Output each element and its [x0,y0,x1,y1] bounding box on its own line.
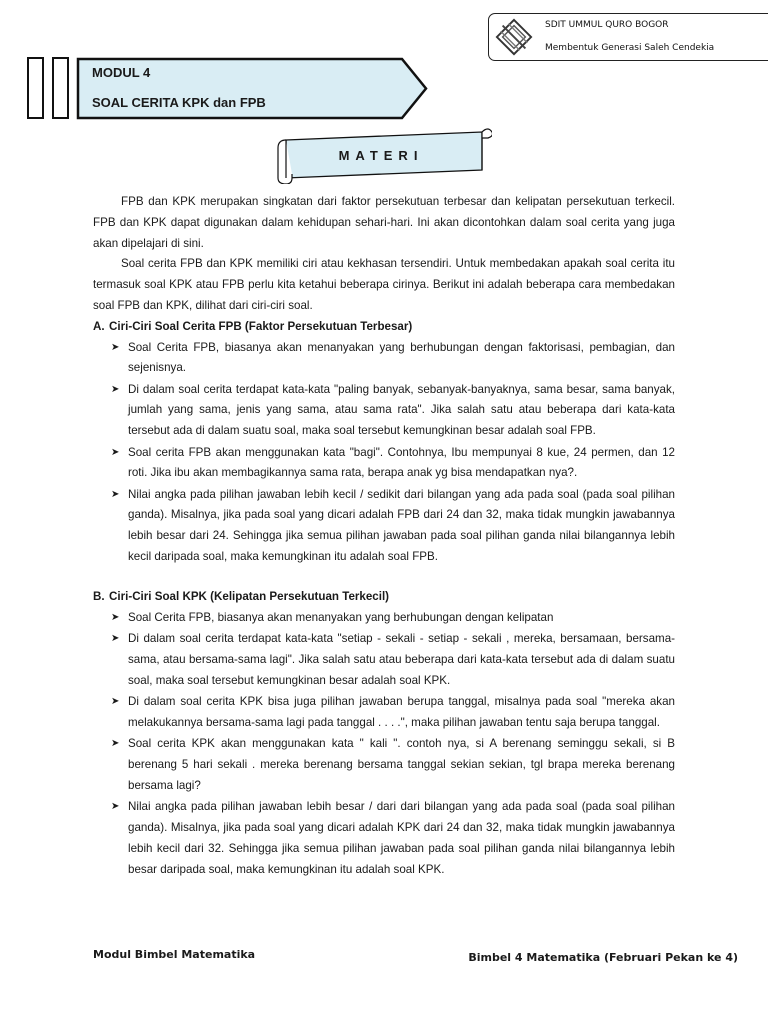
list-item-text: Di dalam soal cerita KPK bisa juga pilihan jawaban berupa tanggal, misalnya pada soal "mereka akan melakukannya bersama-sama lagi pada tanggal . . . .", maka pilihan jawaban tentu saja berupa tanggal. [128,695,675,730]
module-number: MODUL 4 [92,65,151,80]
footer-right: Bimbel 4 Matematika (Februari Pekan ke 4) [468,951,738,964]
arrow-bullet-icon: ➤ [111,612,120,624]
section-a-title [93,317,675,338]
list-item-text: Nilai angka pada pilihan jawaban lebih kecil / sedikit dari bilangan yang ada pada soal (pada soal pilihan ganda). Misalnya, jika pada soal yang dicari adalah FPB dari 24 dan 32, maka tidak mungkin jawabannya lebih besar dari 24. Sehingga jika semua pilihan jawaban pada soal pilihan ganda nilai bilangannya lebih kecil daripada soal, maka kemungkinan itu adalah soal FPB. [128,487,675,564]
list-item-text: Soal Cerita FPB, biasanya akan menanyakan yang berhubungan dengan faktorisasi, pembagian, dan sejenisnya. [128,340,675,375]
school-logo-icon [495,18,533,56]
footer-left: Modul Bimbel Matematika [93,948,256,961]
list-item [93,443,675,485]
section-a-title-text: Ciri-Ciri Soal Cerita FPB (Faktor Persekutuan Terbesar) [109,319,413,333]
list-item [93,338,675,380]
arrow-bullet-icon: ➤ [111,341,120,353]
list-item-text: Di dalam soal cerita terdapat kata-kata "setiap - sekali - setiap - sekali , mereka, bersamaan, bersama-sama, atau bersama-sama lagi". Jika salah satu atau beberapa dari kata-kata tersebut ada di dalam suatu soal, maka soal tersebut kemungkinan besar adalah soal KPK. [128,632,675,688]
list-item [93,380,675,442]
intro-paragraph-2: Soal cerita FPB dan KPK memiliki ciri atau kekhasan tersendiri. Untuk membedakan apakah soal cerita itu termasuk soal KPK atau FPB perlu kita ketahui beberapa cirinya. Berikut ini adalah beberapa cara membedakan soal FPB dan KPK, dilihat dari ciri-ciri soal. [93,257,675,312]
school-name: SDIT UMMUL QURO BOGOR [545,20,669,30]
document-body [93,192,675,881]
section-spacer [93,568,675,587]
section-b-title-text: Ciri-Ciri Soal KPK (Kelipatan Persekutuan Terkecil) [109,590,390,604]
list-item [93,629,675,691]
list-item [93,797,675,880]
list-item [93,485,675,568]
module-title: SOAL CERITA KPK dan FPB [92,95,266,110]
materi-heading: MATERI [338,148,424,163]
section-b-letter: B. [93,590,105,604]
intro-paragraph-1: FPB dan KPK merupakan singkatan dari faktor persekutuan terbesar dan kelipatan persekutuan terkecil. FPB dan KPK dapat digunakan dalam kehidupan sehari-hari. Ini akan dicontohkan dalam soal cerita yang juga akan dipelajari di sini. [93,195,675,250]
school-motto: Membentuk Generasi Saleh Cendekia [545,43,715,53]
arrow-bullet-icon: ➤ [111,738,120,750]
arrow-bullet-icon: ➤ [111,383,120,395]
section-b-list [93,608,675,880]
list-item [93,692,675,734]
section-a-letter: A. [93,319,105,333]
list-item-text: Di dalam soal cerita terdapat kata-kata "paling banyak, sebanyak-banyaknya, sama besar, sama banyak, jumlah yang sama, jenis yang sama, atau sama rata". Jika salah satu atau beberapa dari kata-kata tersebut ada di dalam suatu soal, maka soal tersebut kemungkinan besar adalah soal FPB. [128,382,675,438]
arrow-bullet-icon: ➤ [111,633,120,645]
section-a-list [93,338,675,568]
arrow-bullet-icon: ➤ [111,696,120,708]
school-header-box [488,13,768,61]
arrow-bullet-icon: ➤ [111,801,120,813]
list-item [93,608,675,629]
section-b-title [93,587,675,608]
list-item-text: Soal cerita FPB akan menggunakan kata "bagi". Contohnya, Ibu mempunyai 8 kue, 24 permen, dan 12 roti. Jika ibu akan membagikannya sama rata, berapa anak yg bisa mendapatkan nya?. [128,445,675,480]
arrow-bullet-icon: ➤ [111,488,120,500]
arrow-bullet-icon: ➤ [111,446,120,458]
list-item-text: Soal Cerita FPB, biasanya akan menanyakan yang berhubungan dengan kelipatan [128,611,554,625]
list-item-text: Soal cerita KPK akan menggunakan kata " kali ". contoh nya, si A berenang seminggu sekali, si B berenang 5 hari sekali . mereka berenang bersama tanggal sekian sekian, tgl brapa mereka berenang bersama lagi? [128,737,675,793]
list-item-text: Nilai angka pada pilihan jawaban lebih besar / dari dari bilangan yang ada pada soal (pada soal pilihan ganda). Misalnya, jika pada soal yang dicari adalah KPK dari 24 dan 32, maka tidak mungkin jawabannya lebih kecil dari 32. Sehingga jika semua pilihan jawaban pada soal pilihan ganda nilai bilangannya lebih besar daripada soal, maka kemungkinan itu adalah soal KPK. [128,800,675,876]
list-item [93,734,675,796]
banner-bar-left [27,57,44,119]
banner-bar-right [52,57,69,119]
